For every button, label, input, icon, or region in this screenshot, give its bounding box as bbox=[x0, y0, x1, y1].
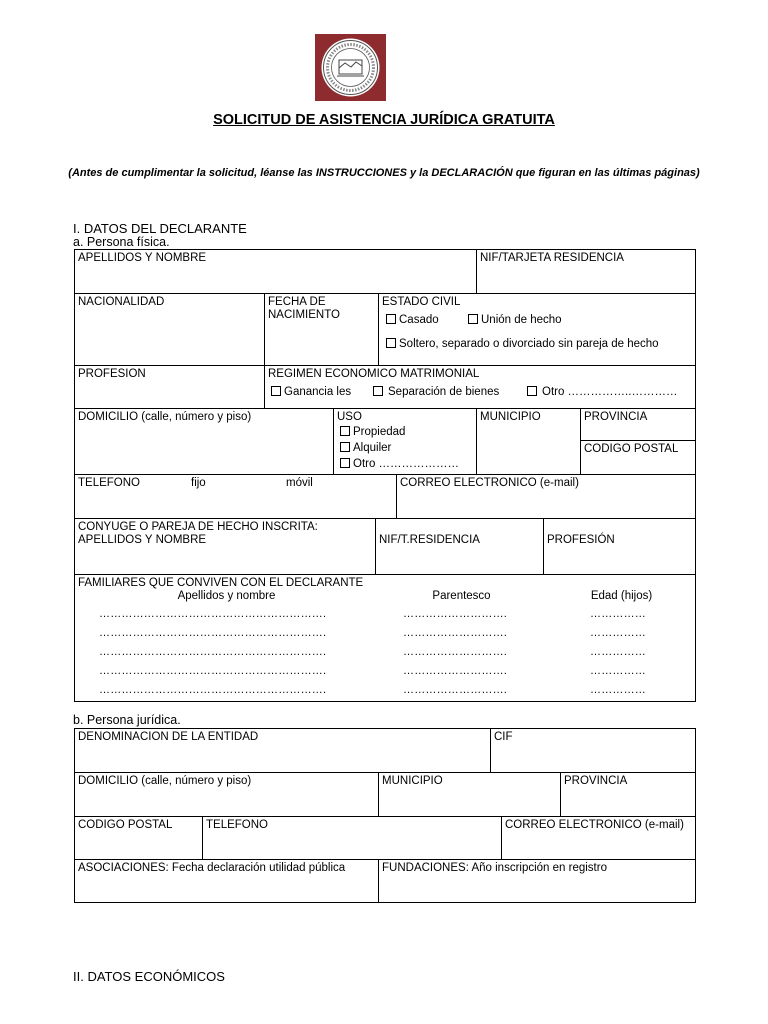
field-conyuge-nombre[interactable]: APELLIDOS Y NOMBRE bbox=[78, 534, 207, 546]
conyuge-label-1: CONYUGE O PAREJA DE HECHO INSCRITA: bbox=[78, 521, 318, 533]
field-nacionalidad[interactable]: NACIONALIDAD bbox=[78, 296, 165, 308]
familiar-nombre-line[interactable]: ……………………………………………………. bbox=[99, 608, 327, 620]
field-cif[interactable]: CIF bbox=[494, 731, 513, 743]
familiar-edad-line[interactable]: …………… bbox=[590, 684, 646, 696]
familiar-nombre-line[interactable]: ……………………………………………………. bbox=[99, 627, 327, 639]
field-codigo-postal-entidad[interactable]: CODIGO POSTAL bbox=[78, 819, 173, 831]
telefono-fijo-label: fijo bbox=[191, 477, 206, 489]
checkbox-otro-uso[interactable]: Otro ………………… bbox=[340, 458, 459, 470]
field-domicilio-entidad[interactable]: DOMICILIO (calle, número y piso) bbox=[78, 775, 252, 787]
checkbox-box[interactable] bbox=[386, 314, 396, 324]
familiar-parentesco-line[interactable]: ………………………. bbox=[403, 646, 508, 658]
section-heading-datos-economicos: II. DATOS ECONÓMICOS bbox=[73, 969, 225, 984]
field-municipio-entidad[interactable]: MUNICIPIO bbox=[382, 775, 443, 787]
persona-fisica-table bbox=[74, 249, 696, 702]
field-fundaciones[interactable]: FUNDACIONES: Año inscripción en registro bbox=[382, 862, 607, 874]
checkbox-alquiler[interactable]: Alquiler bbox=[340, 442, 391, 454]
familiares-label: FAMILIARES QUE CONVIVEN CON EL DECLARANTE bbox=[78, 577, 364, 589]
familiar-parentesco-line[interactable]: ………………………. bbox=[403, 684, 508, 696]
regimen-label: REGIMEN ECONOMICO MATRIMONIAL bbox=[268, 368, 480, 380]
subheading-persona-fisica: a. Persona física. bbox=[73, 235, 170, 249]
familiar-parentesco-line[interactable]: ………………………. bbox=[403, 608, 508, 620]
familiar-nombre-line[interactable]: ……………………………………………………. bbox=[99, 646, 327, 658]
familiar-parentesco-line[interactable]: ………………………. bbox=[403, 627, 508, 639]
familiar-parentesco-line[interactable]: ………………………. bbox=[403, 665, 508, 677]
field-asociaciones[interactable]: ASOCIACIONES: Fecha declaración utilidad pública bbox=[78, 862, 346, 874]
checkbox-box[interactable] bbox=[468, 314, 478, 324]
persona-juridica-table bbox=[74, 728, 696, 903]
section-heading-declarante: I. DATOS DEL DECLARANTE bbox=[73, 221, 247, 236]
checkbox-soltero[interactable]: Soltero, separado o divorciado sin pareja de hecho bbox=[386, 338, 659, 350]
checkbox-casado[interactable]: Casado bbox=[386, 314, 439, 326]
field-apellidos-nombre[interactable]: APELLIDOS Y NOMBRE bbox=[78, 252, 207, 264]
estado-civil-label: ESTADO CIVIL bbox=[382, 296, 461, 308]
familiar-edad-line[interactable]: …………… bbox=[590, 608, 646, 620]
field-fecha-nacimiento-label-1: FECHA DE bbox=[268, 296, 326, 308]
telefono-movil-label: móvil bbox=[286, 477, 313, 489]
field-telefono[interactable]: TELEFONO bbox=[78, 477, 140, 489]
familiar-nombre-line[interactable]: ……………………………………………………. bbox=[99, 684, 327, 696]
checkbox-box[interactable] bbox=[373, 386, 383, 396]
field-codigo-postal[interactable]: CODIGO POSTAL bbox=[584, 443, 679, 455]
field-fecha-nacimiento-label-2: NACIMIENTO bbox=[268, 309, 340, 321]
field-conyuge-nif[interactable]: NIF/T.RESIDENCIA bbox=[379, 534, 480, 546]
checkbox-separacion-bienes[interactable]: Separación de bienes bbox=[373, 386, 499, 398]
checkbox-box[interactable] bbox=[527, 386, 537, 396]
checkbox-gananciales[interactable]: Ganancia les bbox=[271, 386, 351, 398]
page-title: SOLICITUD DE ASISTENCIA JURÍDICA GRATUITA bbox=[213, 112, 555, 128]
field-correo-entidad[interactable]: CORREO ELECTRONICO (e-mail) bbox=[505, 819, 684, 831]
col-apellidos-nombre: Apellidos y nombre bbox=[177, 590, 276, 602]
seal-logo bbox=[315, 34, 386, 101]
field-conyuge-profesion[interactable]: PROFESIÓN bbox=[547, 534, 615, 546]
field-nif-tarjeta[interactable]: NIF/TARJETA RESIDENCIA bbox=[480, 252, 624, 264]
col-edad-hijos: Edad (hijos) bbox=[590, 590, 653, 602]
checkbox-box[interactable] bbox=[340, 458, 350, 468]
checkbox-box[interactable] bbox=[340, 442, 350, 452]
familiar-edad-line[interactable]: …………… bbox=[590, 627, 646, 639]
subheading-persona-juridica: b. Persona jurídica. bbox=[73, 713, 181, 727]
checkbox-box[interactable] bbox=[386, 338, 396, 348]
familiar-edad-line[interactable]: …………… bbox=[590, 646, 646, 658]
instructions-note: (Antes de cumplimentar la solicitud, léanse las INSTRUCCIONES y la DECLARACIÓN que figuran en las últimas páginas) bbox=[68, 167, 700, 179]
field-domicilio[interactable]: DOMICILIO (calle, número y piso) bbox=[78, 411, 252, 423]
field-municipio[interactable]: MUNICIPIO bbox=[480, 411, 541, 423]
checkbox-propiedad[interactable]: Propiedad bbox=[340, 426, 405, 438]
familiar-nombre-line[interactable]: ……………………………………………………. bbox=[99, 665, 327, 677]
field-provincia[interactable]: PROVINCIA bbox=[584, 411, 648, 423]
uso-label: USO bbox=[337, 411, 362, 423]
field-correo[interactable]: CORREO ELECTRONICO (e-mail) bbox=[400, 477, 579, 489]
col-parentesco: Parentesco bbox=[432, 590, 491, 602]
checkbox-box[interactable] bbox=[271, 386, 281, 396]
checkbox-otro-regimen[interactable]: Otro ……………..………… bbox=[527, 386, 677, 398]
checkbox-box[interactable] bbox=[340, 426, 350, 436]
familiar-edad-line[interactable]: …………… bbox=[590, 665, 646, 677]
field-provincia-entidad[interactable]: PROVINCIA bbox=[564, 775, 628, 787]
field-telefono-entidad[interactable]: TELEFONO bbox=[206, 819, 268, 831]
field-denominacion-entidad[interactable]: DENOMINACION DE LA ENTIDAD bbox=[78, 731, 259, 743]
checkbox-union-hecho[interactable]: Unión de hecho bbox=[468, 314, 562, 326]
field-profesion[interactable]: PROFESION bbox=[78, 368, 146, 380]
